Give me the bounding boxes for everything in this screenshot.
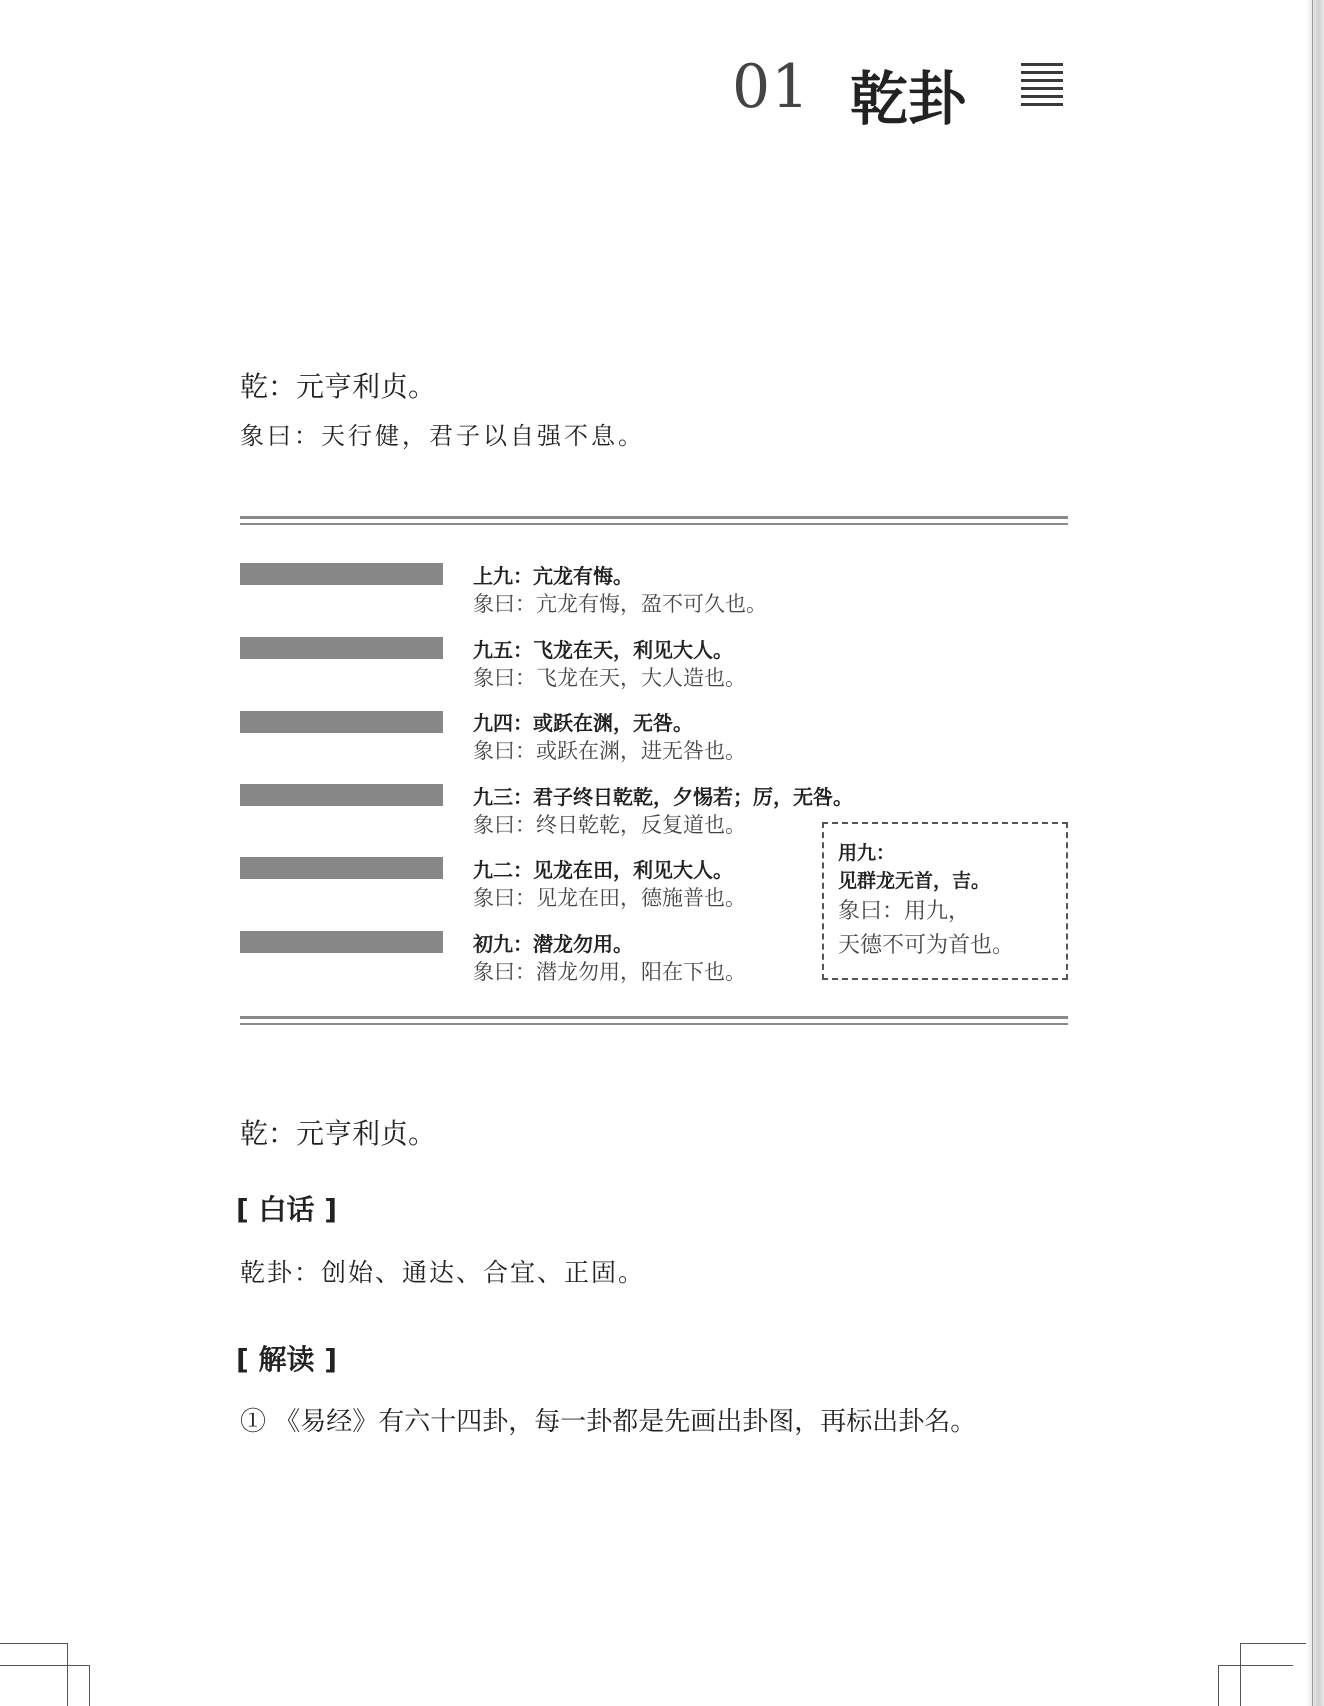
yao-title: 九三：君子终日乾乾，夕惕若；厉，无咎。 <box>473 785 853 809</box>
yao-xiang: 象曰：终日乾乾，反复道也。 <box>473 813 746 837</box>
yang-line-bar <box>240 637 443 659</box>
crop-mark <box>0 1665 90 1666</box>
yang-line-bar <box>240 784 443 806</box>
yao-title: 上九：亢龙有悔。 <box>473 564 633 588</box>
top-double-rule <box>240 516 1068 525</box>
baihua-text: 乾卦：创始、通达、合宜、正固。 <box>240 1258 646 1287</box>
yong-jiu-text: 见群龙无首，吉。 <box>838 870 991 892</box>
image-text: 象曰：天行健，君子以自强不息。 <box>240 422 645 450</box>
jiedu-heading: [ 解读 ] <box>236 1343 338 1376</box>
yong-jiu-title: 用九： <box>838 842 896 864</box>
yao-title: 初九：潜龙勿用。 <box>473 932 633 956</box>
page-edge-shadow <box>1306 0 1324 1706</box>
yao-title: 九五：飞龙在天，利见大人。 <box>473 638 733 662</box>
yao-title: 九四：或跃在渊，无咎。 <box>473 711 693 735</box>
crop-mark <box>1240 1643 1306 1644</box>
yang-line-bar <box>240 931 443 953</box>
yang-line-bar <box>240 857 443 879</box>
page-edge-line <box>1312 0 1313 1706</box>
bottom-double-rule <box>240 1016 1068 1025</box>
crop-mark <box>1218 1665 1219 1706</box>
hexagram-title: 乾卦 <box>850 65 967 133</box>
yang-line-bar <box>240 711 443 733</box>
qian-hexagram-icon <box>1021 63 1063 111</box>
baihua-heading: [ 白话 ] <box>236 1193 338 1226</box>
crop-mark <box>0 1643 68 1644</box>
hexagram-number: 01 <box>732 52 811 122</box>
judgment-text: 乾：元亨利贞。 <box>240 370 437 403</box>
jiedu-text: ① 《易经》有六十四卦，每一卦都是先画出卦图，再标出卦名。 <box>240 1407 977 1437</box>
yao-xiang: 象曰：见龙在田，德施普也。 <box>473 886 746 910</box>
yao-xiang: 象曰：潜龙勿用，阳在下也。 <box>473 960 746 984</box>
yao-xiang: 象曰：飞龙在天，大人造也。 <box>473 666 746 690</box>
commentary-judgment: 乾：元亨利贞。 <box>240 1117 437 1150</box>
yao-xiang: 象曰：或跃在渊，进无咎也。 <box>473 739 746 763</box>
yong-jiu-xiang: 象曰：用九， <box>838 899 971 924</box>
yong-jiu-xiang-cont: 天德不可为首也。 <box>838 933 1015 958</box>
crop-mark <box>89 1665 90 1706</box>
crop-mark <box>67 1643 68 1706</box>
yao-title: 九二：见龙在田，利见大人。 <box>473 858 733 882</box>
yang-line-bar <box>240 563 443 585</box>
crop-mark <box>1240 1643 1241 1706</box>
crop-mark <box>1218 1665 1293 1666</box>
yao-xiang: 象曰：亢龙有悔，盈不可久也。 <box>473 592 767 616</box>
